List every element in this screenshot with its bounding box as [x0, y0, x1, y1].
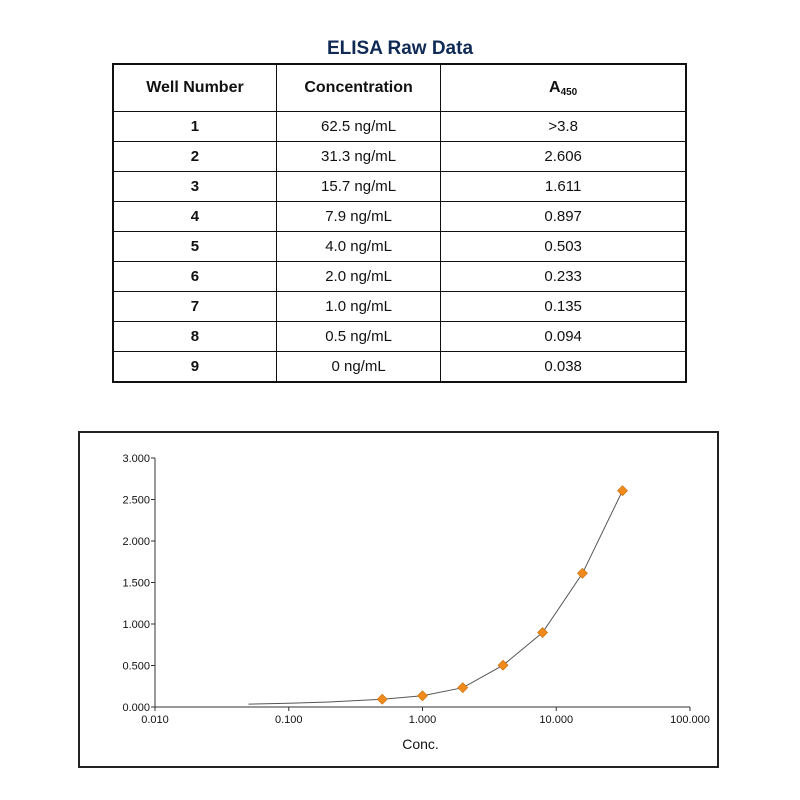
data-point	[577, 568, 587, 578]
y-tick-label: 0.500	[122, 660, 150, 673]
well-number-cell: 2	[113, 142, 276, 172]
data-point	[618, 486, 628, 496]
absorbance-cell: 0.135	[441, 292, 686, 322]
fit-curve-line	[249, 491, 623, 704]
well-number-cell: 7	[113, 292, 276, 322]
y-tick-label: 2.500	[122, 494, 150, 507]
well-number-cell: 3	[113, 172, 276, 202]
table-title: ELISA Raw Data	[326, 38, 474, 59]
header-well-number: Well Number	[113, 64, 276, 112]
header-absorbance-subscript: 450	[560, 86, 578, 98]
concentration-cell: 1.0 ng/mL	[276, 292, 440, 322]
x-tick-label: 1.000	[408, 714, 437, 726]
y-tick-label: 2.000	[122, 536, 150, 548]
well-number-cell: 6	[113, 262, 276, 292]
header-concentration: Concentration	[276, 64, 440, 112]
x-tick-label: 0.100	[274, 714, 303, 726]
concentration-cell: 7.9 ng/mL	[276, 202, 440, 232]
absorbance-cell: 0.038	[441, 352, 686, 383]
x-tick-label: 10.000	[539, 714, 574, 726]
concentration-cell: 62.5 ng/mL	[276, 112, 440, 142]
y-tick-label: 0.000	[122, 702, 150, 714]
concentration-cell: 0.5 ng/mL	[276, 322, 440, 352]
absorbance-cell: 1.611	[441, 172, 686, 202]
well-number-cell: 8	[113, 322, 276, 352]
x-tick-label: 100.000	[670, 714, 710, 726]
well-number-cell: 9	[113, 352, 276, 383]
data-point	[377, 694, 387, 704]
concentration-cell: 31.3 ng/mL	[276, 142, 440, 172]
absorbance-cell: 2.606	[441, 142, 686, 172]
x-axis-label: Conc.	[402, 736, 439, 752]
absorbance-cell: >3.8	[441, 112, 686, 142]
well-number-cell: 5	[113, 232, 276, 262]
y-tick-label: 1.500	[122, 577, 150, 590]
data-point	[458, 683, 468, 693]
concentration-cell: 15.7 ng/mL	[276, 172, 440, 202]
concentration-cell: 2.0 ng/mL	[276, 262, 440, 292]
y-tick-label: 3.000	[122, 453, 150, 465]
well-number-cell: 1	[113, 112, 276, 142]
absorbance-cell: 0.094	[441, 322, 686, 352]
header-absorbance-label: A	[549, 78, 561, 96]
well-number-cell: 4	[113, 202, 276, 232]
absorbance-cell: 0.233	[441, 262, 686, 292]
x-tick-label: 0.010	[141, 714, 169, 726]
y-tick-label: 1.000	[122, 619, 150, 631]
concentration-cell: 0 ng/mL	[276, 352, 440, 383]
concentration-cell: 4.0 ng/mL	[276, 232, 440, 262]
absorbance-cell: 0.503	[441, 232, 686, 262]
data-point	[418, 691, 428, 701]
absorbance-cell: 0.897	[441, 202, 686, 232]
